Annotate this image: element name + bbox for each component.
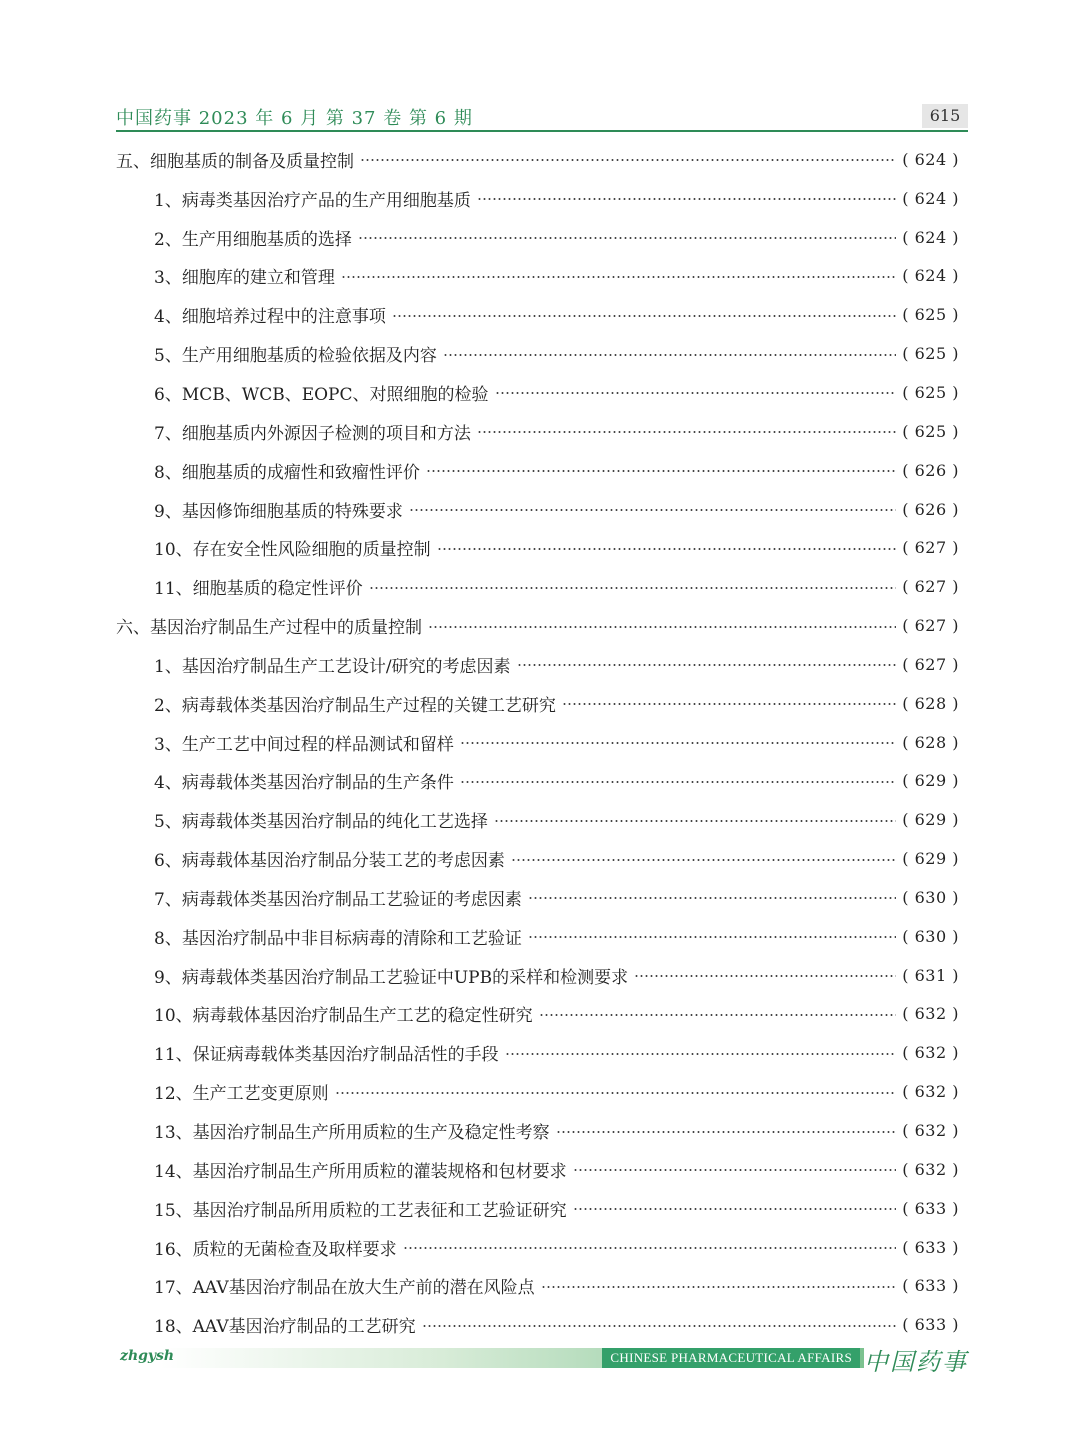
toc-entry-page: ( 624 ) bbox=[902, 188, 959, 208]
footer-english-title: CHINESE PHARMACEUTICAL AFFAIRS bbox=[602, 1348, 860, 1368]
toc-subsection-row bbox=[116, 1150, 959, 1189]
dot-leader bbox=[541, 1281, 897, 1291]
toc-entry-page: ( 627 ) bbox=[902, 654, 959, 674]
toc-entry-page: ( 625 ) bbox=[902, 344, 959, 364]
dot-leader bbox=[511, 854, 896, 864]
toc-entry-label: 五、细胞基质的制备及质量控制 bbox=[116, 151, 354, 172]
toc-entry-page: ( 633 ) bbox=[902, 1315, 959, 1335]
toc-entry-page: ( 630 ) bbox=[902, 926, 959, 946]
toc-subsection-row bbox=[116, 1072, 959, 1111]
dot-leader bbox=[517, 659, 897, 669]
toc-subsection-row bbox=[116, 179, 959, 218]
toc-subsection-row bbox=[116, 1228, 959, 1267]
toc-subsection-row bbox=[116, 1266, 959, 1305]
toc-entry-page: ( 628 ) bbox=[902, 732, 959, 752]
dot-leader bbox=[573, 1164, 897, 1174]
toc-entry-page: ( 625 ) bbox=[902, 305, 959, 325]
dot-leader bbox=[556, 1126, 897, 1136]
dot-leader bbox=[426, 465, 896, 475]
toc-subsection-row bbox=[116, 1111, 959, 1150]
dot-leader bbox=[539, 1009, 897, 1019]
toc-subsection-row bbox=[116, 451, 959, 490]
toc-subsection-row bbox=[116, 684, 959, 723]
toc-entry-label: 11、细胞基质的稳定性评价 bbox=[154, 579, 363, 600]
dot-leader bbox=[422, 1320, 897, 1330]
dot-leader bbox=[494, 815, 896, 825]
toc-entry-label: 3、生产工艺中间过程的样品测试和留样 bbox=[154, 734, 454, 755]
dot-leader bbox=[403, 1242, 897, 1252]
dot-leader bbox=[495, 387, 897, 397]
toc-entry-page: ( 630 ) bbox=[902, 887, 959, 907]
toc-entry-page: ( 627 ) bbox=[902, 538, 959, 558]
toc-subsection-row bbox=[116, 334, 959, 373]
toc-subsection-row bbox=[116, 878, 959, 917]
toc-entry-label: 8、细胞基质的成瘤性和致瘤性评价 bbox=[154, 462, 420, 483]
toc-entry-label: 2、病毒载体类基因治疗制品生产过程的关键工艺研究 bbox=[154, 695, 556, 716]
dot-leader bbox=[335, 1087, 897, 1097]
toc-subsection-row bbox=[116, 490, 959, 529]
toc-entry-label: 16、质粒的无菌检查及取样要求 bbox=[154, 1239, 397, 1260]
dot-leader bbox=[562, 698, 896, 708]
toc-entry-label: 18、AAV基因治疗制品的工艺研究 bbox=[154, 1317, 416, 1338]
toc-entry-label: 4、细胞培养过程中的注意事项 bbox=[154, 307, 386, 328]
page-number: 615 bbox=[922, 104, 968, 128]
toc-subsection-row bbox=[116, 218, 959, 257]
header-divider bbox=[116, 130, 968, 132]
toc-entry-page: ( 629 ) bbox=[902, 849, 959, 869]
dot-leader bbox=[634, 970, 896, 980]
toc-entry-label: 11、保证病毒载体类基因治疗制品活性的手段 bbox=[154, 1045, 499, 1066]
toc-subsection-row bbox=[116, 1033, 959, 1072]
toc-subsection-row bbox=[116, 373, 959, 412]
dot-leader bbox=[428, 621, 896, 631]
toc-entry-label: 1、病毒类基因治疗产品的生产用细胞基质 bbox=[154, 190, 471, 211]
dot-leader bbox=[369, 582, 897, 592]
page-header bbox=[116, 100, 968, 132]
toc-entry-label: 6、病毒载体基因治疗制品分装工艺的考虑因素 bbox=[154, 851, 505, 872]
toc-entry-page: ( 632 ) bbox=[902, 1004, 959, 1024]
toc-entry-label: 9、病毒载体类基因治疗制品工艺验证中UPB的采样和检测要求 bbox=[154, 967, 629, 988]
dot-leader bbox=[528, 931, 896, 941]
dot-leader bbox=[437, 543, 897, 553]
toc-section-row bbox=[116, 606, 959, 645]
toc-entry-label: 17、AAV基因治疗制品在放大生产前的潜在风险点 bbox=[154, 1278, 535, 1299]
dot-leader bbox=[528, 892, 896, 902]
toc-entry-page: ( 629 ) bbox=[902, 771, 959, 791]
toc-subsection-row bbox=[116, 956, 959, 995]
toc-entry-label: 5、病毒载体类基因治疗制品的纯化工艺选择 bbox=[154, 812, 488, 833]
toc-entry-page: ( 631 ) bbox=[902, 965, 959, 985]
toc-subsection-row bbox=[116, 528, 959, 567]
toc-entry-page: ( 626 ) bbox=[902, 499, 959, 519]
toc-entry-label: 15、基因治疗制品所用质粒的工艺表征和工艺验证研究 bbox=[154, 1200, 567, 1221]
toc-entry-page: ( 624 ) bbox=[902, 149, 959, 169]
toc-entry-page: ( 632 ) bbox=[902, 1082, 959, 1102]
toc-subsection-row bbox=[116, 567, 959, 606]
toc-entry-label: 6、MCB、WCB、EOPC、对照细胞的检验 bbox=[154, 384, 489, 405]
toc-entry-page: ( 627 ) bbox=[902, 577, 959, 597]
toc-entry-label: 10、病毒载体基因治疗制品生产工艺的稳定性研究 bbox=[154, 1006, 533, 1027]
toc-subsection-row bbox=[116, 295, 959, 334]
toc-entry-page: ( 625 ) bbox=[902, 421, 959, 441]
toc-entry-label: 14、基因治疗制品生产所用质粒的灌装规格和包材要求 bbox=[154, 1161, 567, 1182]
toc-entry-page: ( 633 ) bbox=[902, 1237, 959, 1257]
footer-short-name: zhgysh bbox=[120, 1348, 175, 1364]
toc-subsection-row bbox=[116, 645, 959, 684]
dot-leader bbox=[573, 1203, 897, 1213]
toc-entry-label: 9、基因修饰细胞基质的特殊要求 bbox=[154, 501, 403, 522]
toc-subsection-row bbox=[116, 723, 959, 762]
toc-entry-page: ( 628 ) bbox=[902, 693, 959, 713]
dot-leader bbox=[358, 232, 896, 242]
page-footer bbox=[116, 1346, 968, 1376]
journal-logo: 中国药事 bbox=[864, 1348, 968, 1376]
toc-entry-label: 1、基因治疗制品生产工艺设计/研究的考虑因素 bbox=[154, 656, 511, 677]
toc-entry-page: ( 632 ) bbox=[902, 1159, 959, 1179]
toc-subsection-row bbox=[116, 917, 959, 956]
toc-entry-page: ( 633 ) bbox=[902, 1198, 959, 1218]
toc-entry-label: 8、基因治疗制品中非目标病毒的清除和工艺验证 bbox=[154, 928, 522, 949]
dot-leader bbox=[360, 154, 896, 164]
toc-subsection-row bbox=[116, 800, 959, 839]
toc-subsection-row bbox=[116, 839, 959, 878]
toc-entry-label: 13、基因治疗制品生产所用质粒的生产及稳定性考察 bbox=[154, 1123, 550, 1144]
toc-entry-page: ( 624 ) bbox=[902, 227, 959, 247]
toc-entry-page: ( 629 ) bbox=[902, 810, 959, 830]
toc-entry-page: ( 632 ) bbox=[902, 1043, 959, 1063]
dot-leader bbox=[409, 504, 896, 514]
toc-entry-label: 3、细胞库的建立和管理 bbox=[154, 268, 335, 289]
toc-entry-label: 4、病毒载体类基因治疗制品的生产条件 bbox=[154, 773, 454, 794]
toc-entry-label: 12、生产工艺变更原则 bbox=[154, 1084, 329, 1105]
dot-leader bbox=[460, 737, 896, 747]
toc-section-row bbox=[116, 140, 959, 179]
toc-entry-page: ( 632 ) bbox=[902, 1121, 959, 1141]
toc-entry-page: ( 633 ) bbox=[902, 1276, 959, 1296]
toc-subsection-row bbox=[116, 412, 959, 451]
dot-leader bbox=[392, 310, 896, 320]
toc-subsection-row bbox=[116, 257, 959, 296]
dot-leader bbox=[341, 271, 896, 281]
dot-leader bbox=[505, 1048, 897, 1058]
toc-entry-label: 7、病毒载体类基因治疗制品工艺验证的考虑因素 bbox=[154, 889, 522, 910]
toc-subsection-row bbox=[116, 762, 959, 801]
toc-entry-label: 5、生产用细胞基质的检验依据及内容 bbox=[154, 346, 437, 367]
dot-leader bbox=[477, 193, 896, 203]
toc-entry-label: 10、存在安全性风险细胞的质量控制 bbox=[154, 540, 431, 561]
toc-subsection-row bbox=[116, 995, 959, 1034]
dot-leader bbox=[460, 776, 896, 786]
toc-entry-label: 7、细胞基质内外源因子检测的项目和方法 bbox=[154, 423, 471, 444]
toc-entry-page: ( 624 ) bbox=[902, 266, 959, 286]
dot-leader bbox=[477, 426, 896, 436]
table-of-contents bbox=[116, 140, 959, 1344]
toc-entry-page: ( 627 ) bbox=[902, 616, 959, 636]
toc-entry-page: ( 626 ) bbox=[902, 460, 959, 480]
journal-title: 中国药事 2023 年 6 月 第 37 卷 第 6 期 bbox=[116, 108, 473, 129]
toc-entry-page: ( 625 ) bbox=[902, 382, 959, 402]
toc-entry-label: 2、生产用细胞基质的选择 bbox=[154, 229, 352, 250]
toc-entry-label: 六、基因治疗制品生产过程中的质量控制 bbox=[116, 618, 422, 639]
dot-leader bbox=[443, 349, 896, 359]
toc-subsection-row bbox=[116, 1305, 959, 1344]
toc-subsection-row bbox=[116, 1189, 959, 1228]
